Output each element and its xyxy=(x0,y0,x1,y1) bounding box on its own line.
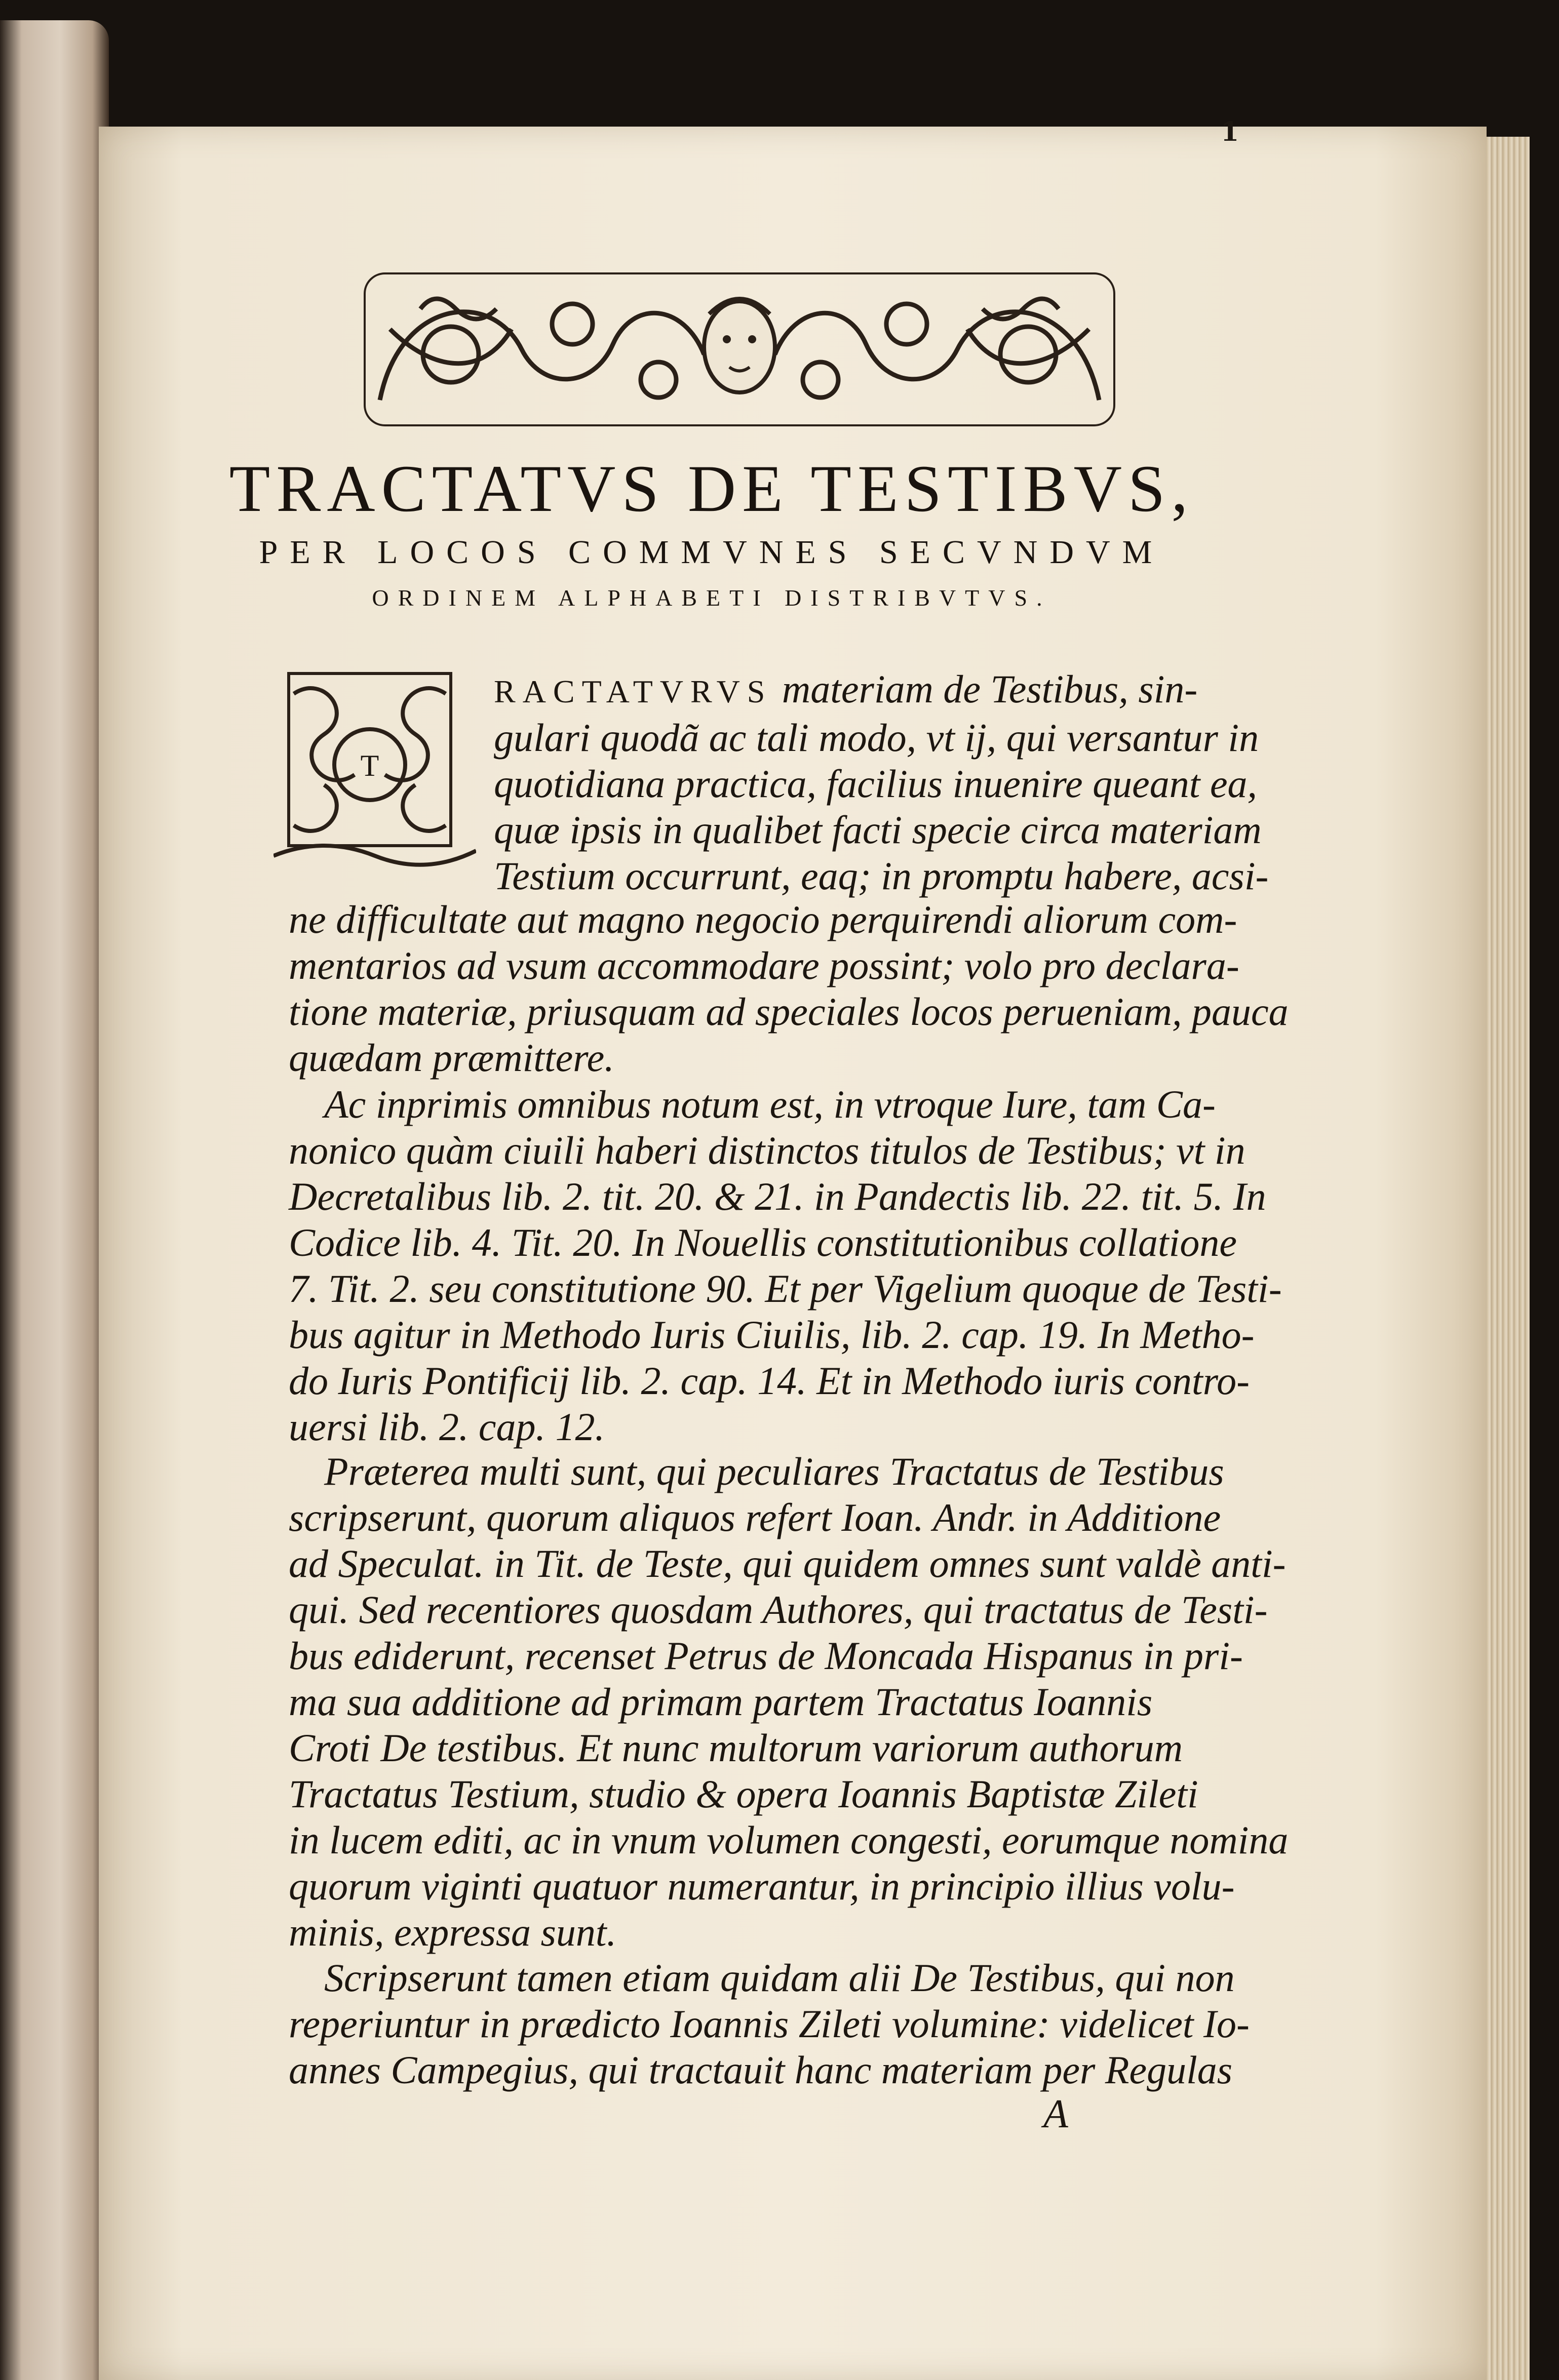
text-line: quotidiana practica, facilius inuenire queant ea, xyxy=(494,762,1258,806)
paragraph-3 xyxy=(289,1448,1288,1955)
folio-number: 1 xyxy=(1221,116,1239,147)
book-cover-left xyxy=(0,20,109,2380)
title-line-1: TRACTATVS DE TESTIBVS, xyxy=(229,451,1194,526)
paragraph-1-beside-initial xyxy=(494,666,1269,899)
text-line: ad Speculat. in Tit. de Teste, qui quidem omnes sunt valdè anti- xyxy=(289,1541,1286,1585)
headpiece-ornament xyxy=(360,268,1119,430)
text-line: mentarios ad vsum accommodare possint; volo pro declara- xyxy=(289,943,1239,987)
text-line: annes Campegius, qui tractauit hanc materiam per Regulas xyxy=(289,2048,1233,2092)
drop-cap-letter: T xyxy=(360,749,379,782)
text-line: quæ ipsis in qualibet facti specie circa materiam xyxy=(494,808,1262,852)
text-line: 7. Tit. 2. seu constitutione 90. Et per Vigelium quoque de Testi- xyxy=(289,1266,1282,1311)
text-line: materiam de Testibus, sin- xyxy=(782,667,1198,711)
text-line: gulari quodã ac tali modo, vt ij, qui versantur in xyxy=(494,716,1259,760)
paragraph-1-continued xyxy=(289,896,1289,1081)
text-line: Croti De testibus. Et nunc multorum variorum authorum xyxy=(289,1726,1183,1770)
catchword: A xyxy=(1043,2092,1068,2136)
text-line: Testium occurrunt, eaq; in promptu habere, acsi- xyxy=(494,854,1269,898)
text-line: ma sua additione ad primam partem Tractatus Ioannis xyxy=(289,1680,1153,1724)
title-line-3: ORDINEM ALPHABETI DISTRIBVTVS. xyxy=(372,585,1051,611)
text-line: uersi lib. 2. cap. 12. xyxy=(289,1405,605,1449)
text-line: reperiuntur in prædicto Ioannis Zileti volumine: videlicet Io- xyxy=(289,2002,1250,2046)
text-line: Codice lib. 4. Tit. 20. In Nouellis constitutionibus collatione xyxy=(289,1220,1237,1264)
page-edge xyxy=(1487,137,1530,2380)
first-word: RACTATVRVS xyxy=(494,673,772,709)
text-line: quædam præmittere. xyxy=(289,1036,614,1080)
text-line: quorum viginti quatuor numerantur, in principio illius volu- xyxy=(289,1864,1235,1908)
decorated-initial xyxy=(274,663,476,876)
text-line: in lucem editi, ac in vnum volumen congesti, eorumque nomina xyxy=(289,1818,1289,1862)
text-line: Scripserunt tamen etiam quidam alii De Testibus, qui non xyxy=(324,1956,1235,2000)
text-line: minis, expressa sunt. xyxy=(289,1910,617,1954)
text-line: Tractatus Testium, studio & opera Ioannis Baptistæ Zileti xyxy=(289,1772,1198,1816)
text-line: tione materiæ, priusquam ad speciales locos perueniam, pauca xyxy=(289,989,1289,1034)
text-line: scripserunt, quorum aliquos refert Ioan. Andr. in Additione xyxy=(289,1495,1221,1539)
text-line: bus agitur in Methodo Iuris Ciuilis, lib. 2. cap. 19. In Metho- xyxy=(289,1313,1255,1357)
text-line: nonico quàm ciuili haberi distinctos titulos de Testibus; vt in xyxy=(289,1128,1245,1172)
text-line: ne difficultate aut magno negocio perquirendi aliorum com- xyxy=(289,897,1237,941)
paragraph-4 xyxy=(289,1955,1250,2093)
paragraph-2 xyxy=(289,1081,1282,1450)
text-line: Decretalibus lib. 2. tit. 20. & 21. in Pandectis lib. 22. tit. 5. In xyxy=(289,1174,1266,1218)
text-line: qui. Sed recentiores quosdam Authores, qui tractatus de Testi- xyxy=(289,1588,1268,1632)
text-line: do Iuris Pontificij lib. 2. cap. 14. Et in Methodo iuris contro- xyxy=(289,1359,1250,1403)
title-line-2: PER LOCOS COMMVNES SECVNDVM xyxy=(259,534,1164,571)
text-line: Præterea multi sunt, qui peculiares Tractatus de Testibus xyxy=(324,1449,1224,1493)
text-line: bus ediderunt, recenset Petrus de Moncada Hispanus in pri- xyxy=(289,1634,1243,1678)
text-line: Ac inprimis omnibus notum est, in vtroque Iure, tam Ca- xyxy=(324,1082,1216,1126)
title-block xyxy=(127,451,1297,616)
